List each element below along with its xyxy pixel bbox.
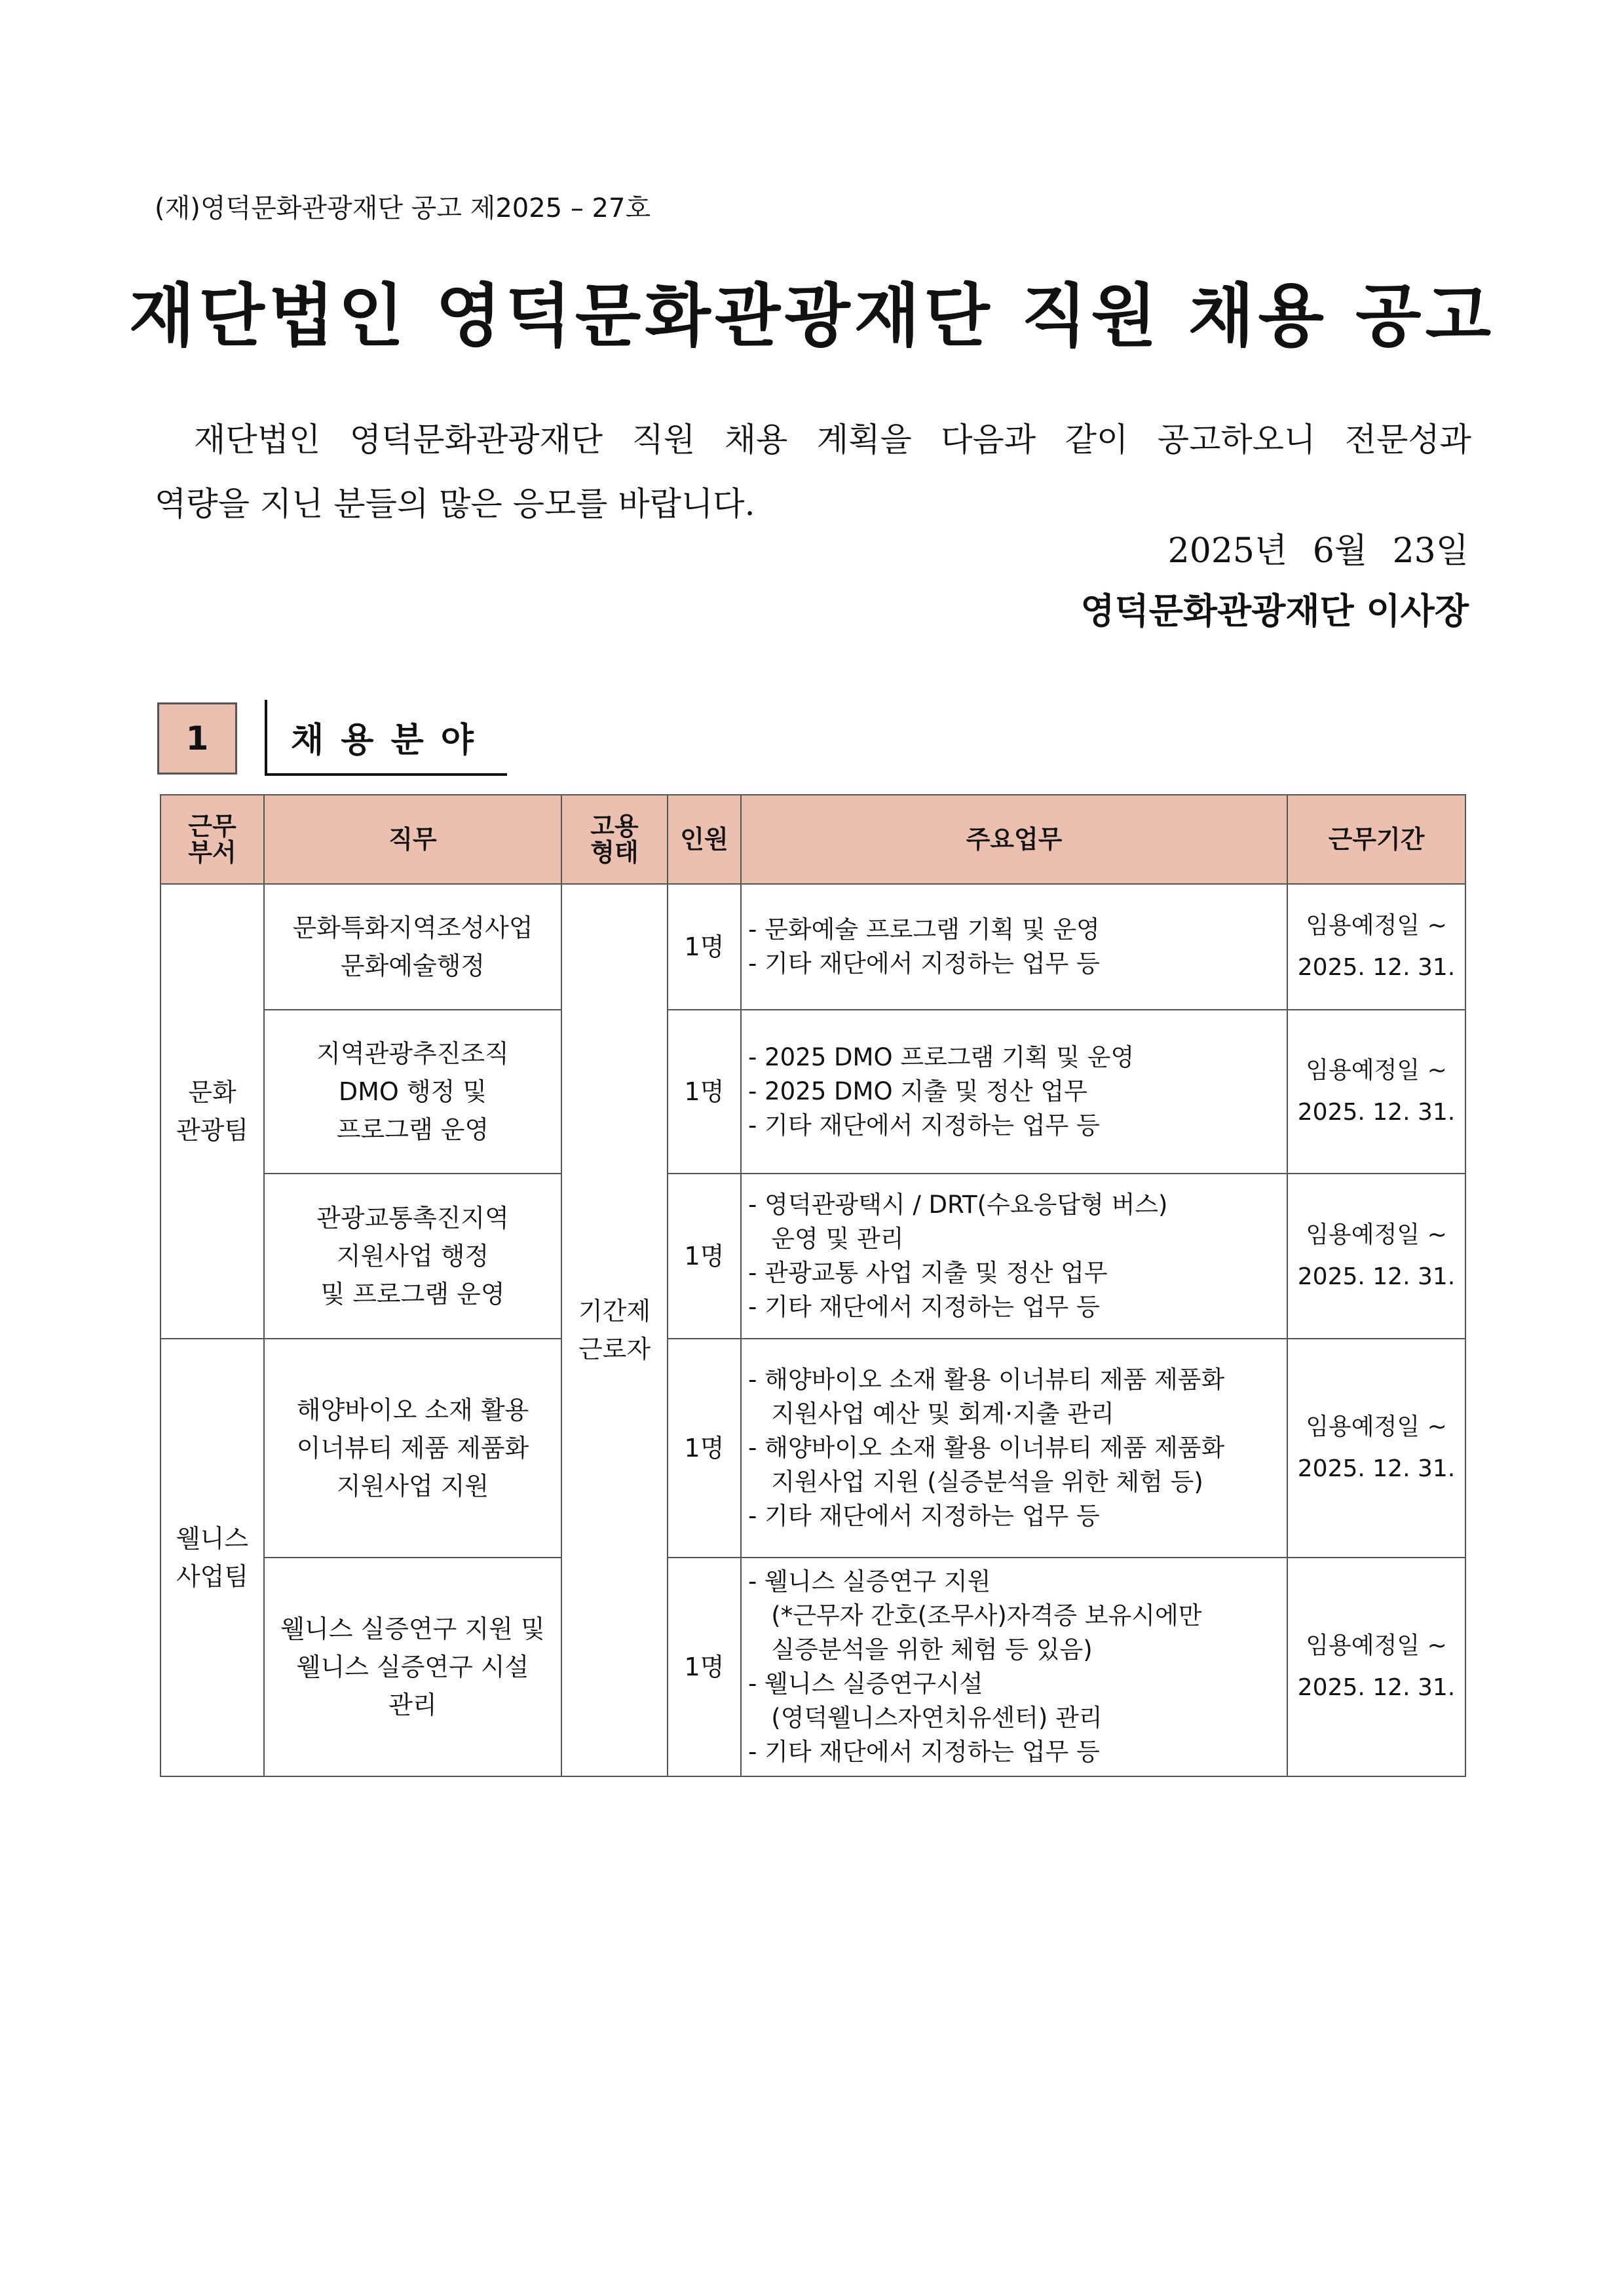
intro-line-1: 재단법인 영덕문화관광재단 직원 채용 계획을 다음과 같이 공고하오니 전문성과 [194,421,1471,459]
issuing-organization: 영덕문화관광재단 이사장 [1080,590,1469,632]
cell-text: 임용예정일 ~ [1306,1057,1447,1084]
cell-text: 2025. 12. 31. [1297,1455,1456,1482]
duty-line: (*근무자 간호(조무사)자격증 보유시에만 [748,1601,1202,1630]
cell-text: 해양바이오 소재 활용 [296,1396,529,1425]
header-period: 근무기간 [1287,795,1465,884]
department-cell [161,1339,264,1776]
intro-line-2: 역량을 지닌 분들의 많은 응모를 바랍니다. [155,485,755,523]
cell-text: 관리 [388,1691,437,1719]
header-count: 인원 [668,795,741,884]
cell-text: 사업팀 [176,1562,249,1591]
duty-line: - 영덕관광택시 / DRT(수요응답형 버스) [748,1191,1168,1219]
section-number-badge: 1 [157,702,237,775]
duty-line: - 기타 재단에서 지정하는 업무 등 [748,949,1100,978]
role-cell [264,884,561,1010]
cell-text: 웰니스 [176,1524,249,1553]
cell-text: 임용예정일 ~ [1306,1413,1447,1440]
table-row [161,1558,1465,1776]
table-row [161,884,1465,1010]
duties-cell [741,1339,1287,1558]
duty-line: 지원사업 예산 및 회계·지출 관리 [748,1400,1114,1428]
duty-line: - 웰니스 실증연구시설 [748,1670,983,1698]
cell-text: 지역관광추진조직 [316,1039,509,1068]
header-duties: 주요업무 [741,795,1287,884]
cell-text: 및 프로그램 운영 [320,1280,505,1309]
count-cell: 1명 [668,1174,741,1339]
cell-text: 문화 [188,1078,236,1107]
department-cell [161,884,264,1339]
cell-text: 2025. 12. 31. [1297,954,1456,981]
cell-text: 기간제 [578,1297,651,1326]
duty-line: - 웰니스 실증연구 지원 [748,1567,991,1596]
duty-line: - 관광교통 사업 지출 및 정산 업무 [748,1259,1108,1287]
role-cell [264,1339,561,1558]
count-cell: 1명 [668,1010,741,1174]
cell-text: 근로자 [578,1335,651,1364]
cell-text: 문화예술행정 [340,951,485,980]
period-cell [1287,884,1465,1010]
table-header-row [161,795,1465,884]
cell-text: 웰니스 실증연구 시설 [296,1653,529,1681]
cell-text: 2025. 12. 31. [1297,1674,1456,1701]
period-cell [1287,1174,1465,1339]
employment-type-cell [561,884,668,1776]
notice-date: 2025년 6월 23일 [1167,531,1469,571]
role-cell [264,1174,561,1339]
cell-text: 임용예정일 ~ [1306,1632,1447,1659]
duty-line: 운영 및 관리 [748,1225,904,1253]
intro-paragraph [155,408,1471,536]
cell-text: 관광팀 [176,1116,249,1145]
recruitment-table [160,794,1466,1777]
cell-text: 관광교통촉진지역 [316,1204,509,1233]
duty-line: - 해양바이오 소재 활용 이너뷰티 제품 제품화 [748,1434,1225,1462]
duties-cell [741,1010,1287,1174]
header-department [161,795,264,884]
period-cell [1287,1339,1465,1558]
notice-number: (재)영덕문화관광재단 공고 제2025 – 27호 [155,193,651,223]
cell-text: 2025. 12. 31. [1297,1099,1456,1126]
duty-line: - 기타 재단에서 지정하는 업무 등 [748,1293,1100,1321]
cell-text: 2025. 12. 31. [1297,1263,1456,1290]
count-cell: 1명 [668,1558,741,1776]
header-text: 부서 [188,838,236,867]
duty-line: 지원사업 지원 (실증분석을 위한 체험 등) [748,1468,1203,1496]
table-row [161,1174,1465,1339]
count-cell: 1명 [668,1339,741,1558]
duties-cell [741,1558,1287,1776]
duty-line: - 해양바이오 소재 활용 이너뷰티 제품 제품화 [748,1366,1225,1394]
period-cell [1287,1558,1465,1776]
header-employment-type [561,795,668,884]
duty-line: - 기타 재단에서 지정하는 업무 등 [748,1738,1100,1766]
header-text: 고용 [590,812,639,841]
section-title: 채용분야 [265,700,507,776]
duty-line: - 문화예술 프로그램 기획 및 운영 [748,915,1100,944]
duties-cell [741,1174,1287,1339]
cell-text: 프로그램 운영 [336,1115,489,1144]
table-row [161,1010,1465,1174]
duties-cell [741,884,1287,1010]
period-cell [1287,1010,1465,1174]
duty-line: - 기타 재단에서 지정하는 업무 등 [748,1502,1100,1530]
duty-line: 실증분석을 위한 체험 등 있음) [748,1636,1093,1664]
duty-line: - 2025 DMO 지출 및 정산 업무 [748,1077,1087,1105]
table-row [161,1339,1465,1558]
role-cell [264,1010,561,1174]
cell-text: 지원사업 행정 [336,1242,489,1271]
header-text: 형태 [590,838,639,867]
header-role: 직무 [264,795,561,884]
role-cell [264,1558,561,1776]
cell-text: 임용예정일 ~ [1306,912,1447,939]
cell-text: DMO 행정 및 [338,1077,487,1106]
cell-text: 지원사업 지원 [336,1472,489,1501]
header-text: 근무 [188,812,236,841]
duty-line: - 2025 DMO 프로그램 기획 및 운영 [748,1043,1135,1071]
cell-text: 임용예정일 ~ [1306,1221,1447,1248]
duty-line: (영덕웰니스자연치유센터) 관리 [748,1704,1103,1732]
document-title: 재단법인 영덕문화관광재단 직원 채용 공고 [128,276,1496,356]
count-cell: 1명 [668,884,741,1010]
duty-line: - 기타 재단에서 지정하는 업무 등 [748,1111,1100,1139]
cell-text: 웰니스 실증연구 지원 및 [280,1615,545,1643]
cell-text: 문화특화지역조성사업 [292,913,533,942]
cell-text: 이너뷰티 제품 제품화 [296,1434,529,1463]
